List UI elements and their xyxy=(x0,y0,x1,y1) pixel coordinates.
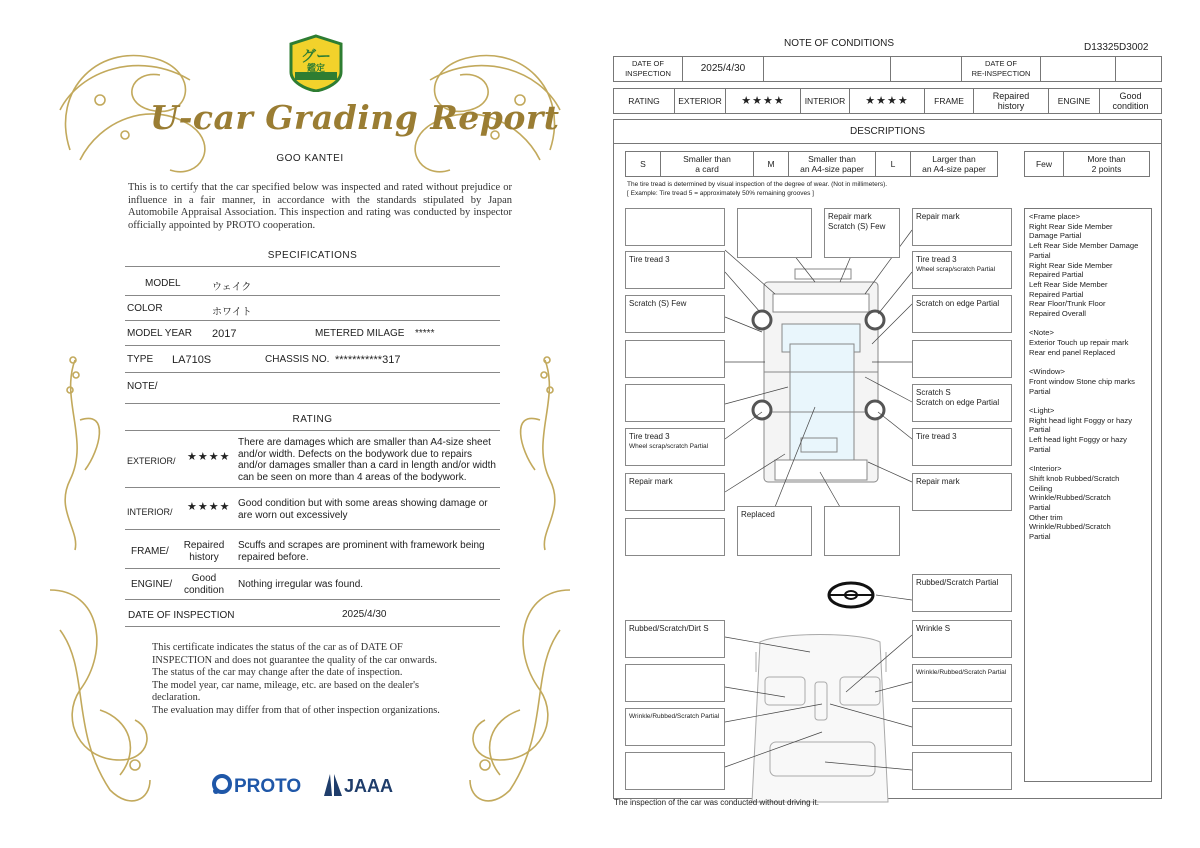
engine-description: Nothing irregular was found. xyxy=(238,579,364,590)
note-box-left-scratch: Scratch (S) Few xyxy=(625,295,725,333)
note-box xyxy=(912,340,1012,378)
list-item: Rear end panel Replaced xyxy=(1029,347,1116,357)
legend-line: Smaller than xyxy=(808,154,856,164)
svg-text:鑑定: 鑑定 xyxy=(306,64,326,74)
disclaimer-line: This certificate indicates the status of the car as of DATE OF xyxy=(152,642,403,653)
note-box xyxy=(912,752,1012,790)
chassis-label: CHASSIS NO. xyxy=(265,354,330,365)
type-label: TYPE xyxy=(127,354,154,365)
tire-note-line: [ Example: Tire tread 5 = approximately 50% remaining grooves ] xyxy=(627,190,814,197)
certification-statement: This is to certify that the car specified below was inspected and rated without prejudice or influence in a fair manner, in accordance with the standards stipulated by Japan Automobile Appraisal Association. This inspection and rating was conducted by inspector officially appointed by PROTO cooperation. xyxy=(128,182,512,231)
exterior-label: EXTERIOR/ xyxy=(127,456,176,466)
rating-heading: RATING xyxy=(292,414,333,425)
list-item: Damage Partial xyxy=(1029,231,1082,241)
date-label: DATE OF INSPECTION xyxy=(128,610,235,621)
list-item: Left Rear Side Member xyxy=(1029,279,1108,289)
metered-milage-value: ***** xyxy=(415,328,435,339)
disclaimer-line: The evaluation may differ from that of other inspection organizations. xyxy=(152,704,440,716)
note-box-replaced: Replaced xyxy=(737,506,812,556)
note-box-right-repair: Repair mark xyxy=(912,473,1012,511)
note-box-interior-right: Wrinkle S xyxy=(912,620,1012,658)
note-box-top-right: Repair mark xyxy=(912,208,1012,246)
frame-label: FRAME xyxy=(924,88,974,114)
spacer xyxy=(1029,455,1147,465)
legend-line: More than xyxy=(1087,154,1126,164)
note-box xyxy=(625,208,725,246)
note-box xyxy=(625,664,725,702)
list-item: Partial xyxy=(1029,250,1051,260)
list-item: Front window Stone chip marks xyxy=(1029,376,1135,386)
note-text: Wheel scrap/scratch Partial xyxy=(629,443,709,450)
rating-label: RATING xyxy=(613,88,675,114)
frame-value-2: history xyxy=(189,552,219,563)
engine-value-1: Good xyxy=(191,573,217,584)
list-item: Other trim xyxy=(1029,512,1063,522)
list-item: Repaired Overall xyxy=(1029,309,1086,319)
note-box xyxy=(625,384,725,422)
list-item: Shift knob Rubbed/Scratch xyxy=(1029,473,1120,483)
model-year-value: 2017 xyxy=(212,328,237,340)
note-box-tire-rear-right: Tire tread 3 xyxy=(912,428,1012,466)
note-box-tire-rear-left xyxy=(625,428,725,466)
value-line: history xyxy=(997,101,1025,111)
spec-row-note xyxy=(125,373,500,404)
list-item: Repaired Partial xyxy=(1029,270,1084,280)
interior-label: INTERIOR xyxy=(800,88,850,114)
list-item: Repaired Partial xyxy=(1029,289,1084,299)
label-line: INSPECTION xyxy=(625,69,671,78)
condition-list xyxy=(1024,208,1152,782)
note-box xyxy=(625,518,725,556)
color-label: COLOR xyxy=(127,303,163,314)
legend-m: M xyxy=(753,151,789,177)
list-item: Wrinkle/Rubbed/Scratch xyxy=(1029,493,1111,503)
note-text: Wheel scrap/scratch Partial xyxy=(916,266,996,273)
frame-description: Scuffs and scrapes are prominent with framework being repaired before. xyxy=(238,540,485,563)
interior-label: INTERIOR/ xyxy=(127,507,173,517)
note-box-interior-left-2: Wrinkle/Rubbed/Scratch Partial xyxy=(625,708,725,746)
list-item: <Window> xyxy=(1029,367,1065,377)
list-item: Partial xyxy=(1029,444,1051,454)
spec-row-type xyxy=(125,346,500,373)
note-box xyxy=(824,506,900,556)
note-box-top-mid xyxy=(824,208,900,258)
list-item: <Note> xyxy=(1029,328,1054,338)
engine-label: ENGINE xyxy=(1048,88,1100,114)
svg-text:JAAA: JAAA xyxy=(344,776,394,796)
rating-row-frame xyxy=(125,535,500,569)
note-box-tire-front-right xyxy=(912,251,1012,289)
exterior-label: EXTERIOR xyxy=(674,88,726,114)
list-item: Partial xyxy=(1029,532,1051,542)
legend-line: an A4-size paper xyxy=(922,164,986,174)
proto-logo xyxy=(212,770,412,800)
legend-line: Smaller than xyxy=(683,154,731,164)
disclaimer-line: declaration. xyxy=(152,692,201,703)
legend-l: L xyxy=(875,151,911,177)
engine-value-2: condition xyxy=(183,585,225,596)
disclaimer xyxy=(152,642,482,717)
descriptions-heading: DESCRIPTIONS xyxy=(613,119,1162,144)
date-row xyxy=(125,600,500,627)
note-text: Tire tread 3 xyxy=(916,255,957,264)
list-item: Left Rear Side Member Damage xyxy=(1029,241,1139,251)
frame-value-1: Repaired xyxy=(183,540,225,551)
sheet-title: NOTE OF CONDITIONS xyxy=(784,38,894,49)
label-line: DATE OF xyxy=(985,59,1017,68)
note-box-left-repair: Repair mark xyxy=(625,473,725,511)
label-line: RE-INSPECTION xyxy=(971,69,1031,78)
legend-line: 2 points xyxy=(1091,164,1122,174)
disclaimer-line: INSPECTION and does not guarantee the quality of the car onwards. xyxy=(152,654,438,666)
note-text: Tire tread 3 xyxy=(629,432,670,441)
disclaimer-line: The status of the car may change after the date of inspection. xyxy=(152,667,403,678)
note-box-interior-right-2: Wrinkle/Rubbed/Scratch Partial xyxy=(912,664,1012,702)
logos xyxy=(212,770,412,800)
note-box-right-s xyxy=(912,384,1012,422)
report-title: U-car Grading Report xyxy=(150,98,560,137)
label-line: DATE OF xyxy=(632,59,664,68)
legend-line: a card xyxy=(695,164,719,174)
spec-row-year xyxy=(125,321,500,346)
spacer xyxy=(1029,319,1147,329)
list-item: Right head light Foggy or hazy xyxy=(1029,415,1132,425)
sheet-footer: The inspection of the car was conducted without driving it. xyxy=(614,798,819,807)
divider xyxy=(125,266,500,267)
note-text: Scratch on edge Partial xyxy=(916,398,1000,407)
list-item: Wrinkle/Rubbed/Scratch xyxy=(1029,522,1111,532)
condition-sheet xyxy=(610,32,1166,812)
steering-wheel xyxy=(829,583,873,607)
list-item: Partial xyxy=(1029,503,1051,513)
type-value: LA710S xyxy=(172,354,212,366)
grading-certificate xyxy=(40,30,580,820)
note-box xyxy=(625,340,725,378)
note-box xyxy=(912,708,1012,746)
list-item: Right Rear Side Member xyxy=(1029,260,1113,270)
value-line: condition xyxy=(1112,101,1149,111)
note-text: Scratch S xyxy=(916,388,951,397)
note-box-right-edge: Scratch on edge Partial xyxy=(912,295,1012,333)
note-box-interior-left: Rubbed/Scratch/Dirt S xyxy=(625,620,725,658)
interior-description: Good condition but with some areas showing damage or are worn out excessively xyxy=(238,498,488,521)
note-text: Repair mark xyxy=(828,212,872,221)
list-item: Ceiling xyxy=(1029,483,1053,493)
report-subtitle: GOO KANTEI xyxy=(276,153,344,164)
list-item: Rear Floor/Trunk Floor xyxy=(1029,299,1106,309)
divider xyxy=(125,430,500,431)
note-box-tire-front-left: Tire tread 3 xyxy=(625,251,725,289)
document-id: D13325D3002 xyxy=(1084,42,1149,53)
disclaimer-line: The model year, car name, mileage, etc. are based on the dealer's xyxy=(152,679,420,691)
spec-row-model xyxy=(125,271,500,296)
list-item: Partial xyxy=(1029,425,1051,435)
note-text: Scratch (S) Few xyxy=(828,222,886,231)
spec-row-color xyxy=(125,296,500,321)
note-label: NOTE/ xyxy=(127,381,158,392)
interior-stars: ★★★★ xyxy=(849,88,925,114)
list-item: <Interior> xyxy=(1029,464,1062,474)
rating-row-engine xyxy=(125,569,500,600)
list-item: <Light> xyxy=(1029,406,1055,416)
model-year-label: MODEL YEAR xyxy=(127,328,193,339)
interior-outline xyxy=(752,635,888,803)
legend-few: Few xyxy=(1024,151,1064,177)
note-box-steering: Rubbed/Scratch Partial xyxy=(912,574,1012,612)
car-body xyxy=(764,269,878,482)
legend-line: Larger than xyxy=(932,154,976,164)
legend-s: S xyxy=(625,151,661,177)
tire-note-line: The tire tread is determined by visual inspection of the degree of wear. (Not in millimeters). xyxy=(627,181,888,188)
list-item: Partial xyxy=(1029,386,1051,396)
specifications-heading: SPECIFICATIONS xyxy=(267,250,358,261)
date-of-inspection-value: 2025/4/30 xyxy=(682,56,764,82)
list-item: Left head light Foggy or hazy xyxy=(1029,435,1127,445)
metered-milage-label: METERED MILAGE xyxy=(315,328,405,339)
legend-line: an A4-size paper xyxy=(800,164,864,174)
list-item: <Frame place> xyxy=(1029,212,1081,221)
interior-stars: ★★★★ xyxy=(187,501,231,513)
chassis-value: ***********317 xyxy=(335,354,401,366)
color-value: ホワイト xyxy=(212,307,252,318)
rating-row-interior xyxy=(125,488,500,530)
model-label: MODEL xyxy=(145,278,181,289)
model-value: ウェイク xyxy=(212,282,252,293)
exterior-stars: ★★★★ xyxy=(725,88,801,114)
note-box xyxy=(625,752,725,790)
spacer xyxy=(1029,358,1147,368)
exterior-stars: ★★★★ xyxy=(187,451,231,463)
svg-text:PROTO: PROTO xyxy=(234,776,302,797)
frame-label: FRAME/ xyxy=(131,546,169,557)
date-value: 2025/4/30 xyxy=(342,609,387,620)
goo-kantei-badge xyxy=(287,34,345,92)
note-box xyxy=(737,208,812,258)
list-item: Exterior Touch up repair mark xyxy=(1029,338,1129,348)
spacer xyxy=(1029,396,1147,406)
engine-label: ENGINE/ xyxy=(131,579,173,590)
value-line: Good xyxy=(1119,91,1142,101)
svg-text:グー: グー xyxy=(300,47,332,65)
exterior-description: There are damages which are smaller than A4-size sheet and/or width. Defects on the bodywork due to repairs and/or damages smaller than a card in length and/or width can be seen on more than 4 areas of the bodywork. xyxy=(238,437,496,483)
rating-row-exterior xyxy=(125,434,500,488)
list-item: Right Rear Side Member xyxy=(1029,221,1113,231)
value-line: Repaired xyxy=(992,91,1030,101)
